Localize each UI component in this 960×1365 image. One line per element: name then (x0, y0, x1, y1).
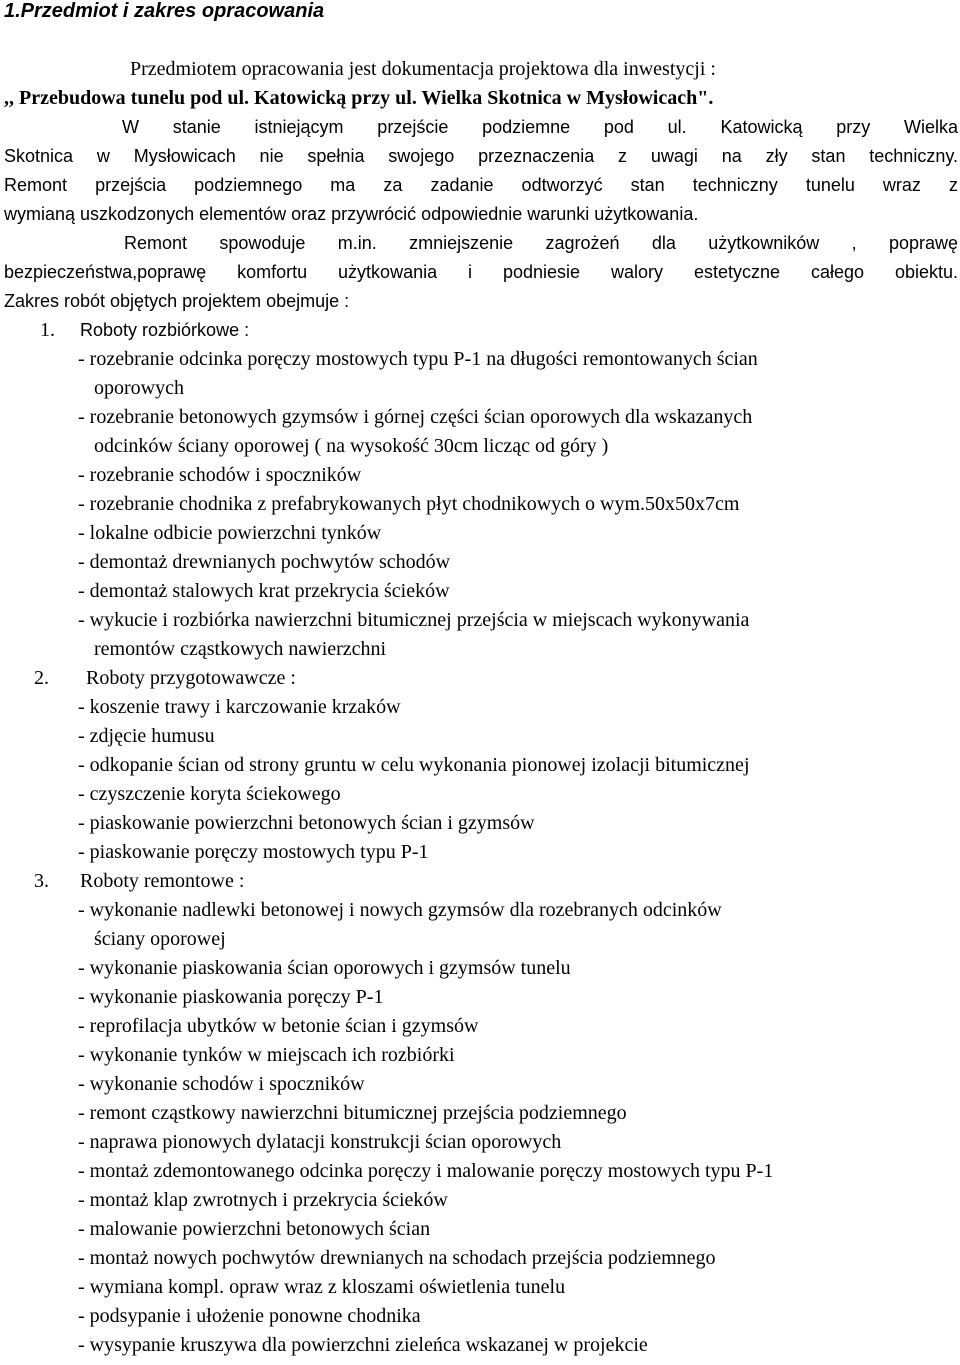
list-item: oporowych (94, 377, 184, 399)
list-item: - wysypanie kruszywa dla powierzchni zieleńca wskazanej w projekcie (78, 1334, 648, 1356)
list-item: - zdjęcie humusu (78, 725, 215, 747)
section-title: Roboty przygotowawcze : (86, 667, 296, 689)
intro-line: Skotnica w Mysłowicach nie spełnia swojego przeznaczenia z uwagi na zły stan techniczny. (4, 146, 958, 166)
intro-line: Remont spowoduje m.in. zmniejszenie zagrożeń dla użytkowników , poprawę (124, 233, 958, 253)
list-item: - rozebranie schodów i spoczników (78, 464, 362, 486)
section-heading: 1.Przedmiot i zakres opracowania (4, 0, 325, 22)
list-item: remontów cząstkowych nawierzchni (94, 638, 387, 660)
list-item: - rozebranie chodnika z prefabrykowanych płyt chodnikowych o wym.50x50x7cm (78, 493, 740, 515)
section-number: 3. (34, 870, 49, 892)
section-title: Roboty remontowe : (80, 870, 245, 892)
list-item: - wymiana kompl. opraw wraz z kloszami oświetlenia tunelu (78, 1276, 566, 1298)
intro-line: W stanie istniejącym przejście podziemne pod ul. Katowicką przy Wielka (122, 117, 958, 137)
list-item: - czyszczenie koryta ściekowego (78, 783, 341, 805)
section-number: 2. (34, 667, 49, 689)
list-item: - montaż zdemontowanego odcinka poręczy i malowanie poręczy mostowych typu P-1 (78, 1160, 774, 1182)
list-item: - wykucie i rozbiórka nawierzchni bitumicznej przejścia w miejscach wykonywania (78, 609, 750, 631)
list-item: - montaż klap zwrotnych i przekrycia ścieków (78, 1189, 448, 1211)
list-item: - naprawa pionowych dylatacji konstrukcji ścian oporowych (78, 1131, 562, 1153)
list-item: - wykonanie piaskowania poręczy P-1 (78, 986, 384, 1008)
list-item: odcinków ściany oporowej ( na wysokość 30cm licząc od góry ) (94, 435, 609, 457)
intro-line: Remont przejścia podziemnego ma za zadanie odtworzyć stan techniczny tunelu wraz z (4, 175, 958, 195)
list-item: - demontaż stalowych krat przekrycia ścieków (78, 580, 450, 602)
list-item: - rozebranie odcinka poręczy mostowych typu P-1 na długości remontowanych ścian (78, 348, 758, 370)
section-title: Roboty rozbiórkowe : (80, 320, 250, 340)
list-item: - lokalne odbicie powierzchni tynków (78, 522, 382, 544)
list-item: - malowanie powierzchni betonowych ścian (78, 1218, 431, 1240)
list-item: - demontaż drewnianych pochwytów schodów (78, 551, 451, 573)
scope-intro: Zakres robót objętych projektem obejmuje : (4, 291, 350, 311)
list-item: - koszenie trawy i karczowanie krzaków (78, 696, 401, 718)
list-item: ściany oporowej (94, 928, 226, 950)
list-item: - montaż nowych pochwytów drewnianych na schodach przejścia podziemnego (78, 1247, 716, 1269)
list-item: - piaskowanie powierzchni betonowych ścian i gzymsów (78, 812, 535, 834)
intro-line: wymianą uszkodzonych elementów oraz przywrócić odpowiednie warunki użytkowania. (4, 204, 699, 224)
list-item: - odkopanie ścian od strony gruntu w celu wykonania pionowej izolacji bitumicznej (78, 754, 750, 776)
list-item: - wykonanie piaskowania ścian oporowych i gzymsów tunelu (78, 957, 571, 979)
list-item: - remont cząstkowy nawierzchni bitumicznej przejścia podziemnego (78, 1102, 627, 1124)
list-item: - wykonanie tynków w miejscach ich rozbiórki (78, 1044, 455, 1066)
intro-line: Przedmiotem opracowania jest dokumentacja projektowa dla inwestycji : (130, 58, 716, 80)
list-item: - rozebranie betonowych gzymsów i górnej części ścian oporowych dla wskazanych (78, 406, 753, 428)
list-item: - podsypanie i ułożenie ponowne chodnika (78, 1305, 421, 1327)
intro-line: bezpieczeństwa,poprawę komfortu użytkowania i podniesie walory estetyczne całego obiektu. (4, 262, 958, 282)
list-item: - piaskowanie poręczy mostowych typu P-1 (78, 841, 429, 863)
list-item: - wykonanie nadlewki betonowej i nowych gzymsów dla rozebranych odcinków (78, 899, 722, 921)
section-number: 1. (40, 319, 55, 341)
list-item: - reprofilacja ubytków w betonie ścian i gzymsów (78, 1015, 479, 1037)
list-item: - wykonanie schodów i spoczników (78, 1073, 365, 1095)
project-title: ,, Przebudowa tunelu pod ul. Katowicką przy ul. Wielka Skotnica w Mysłowicach". (4, 87, 714, 109)
